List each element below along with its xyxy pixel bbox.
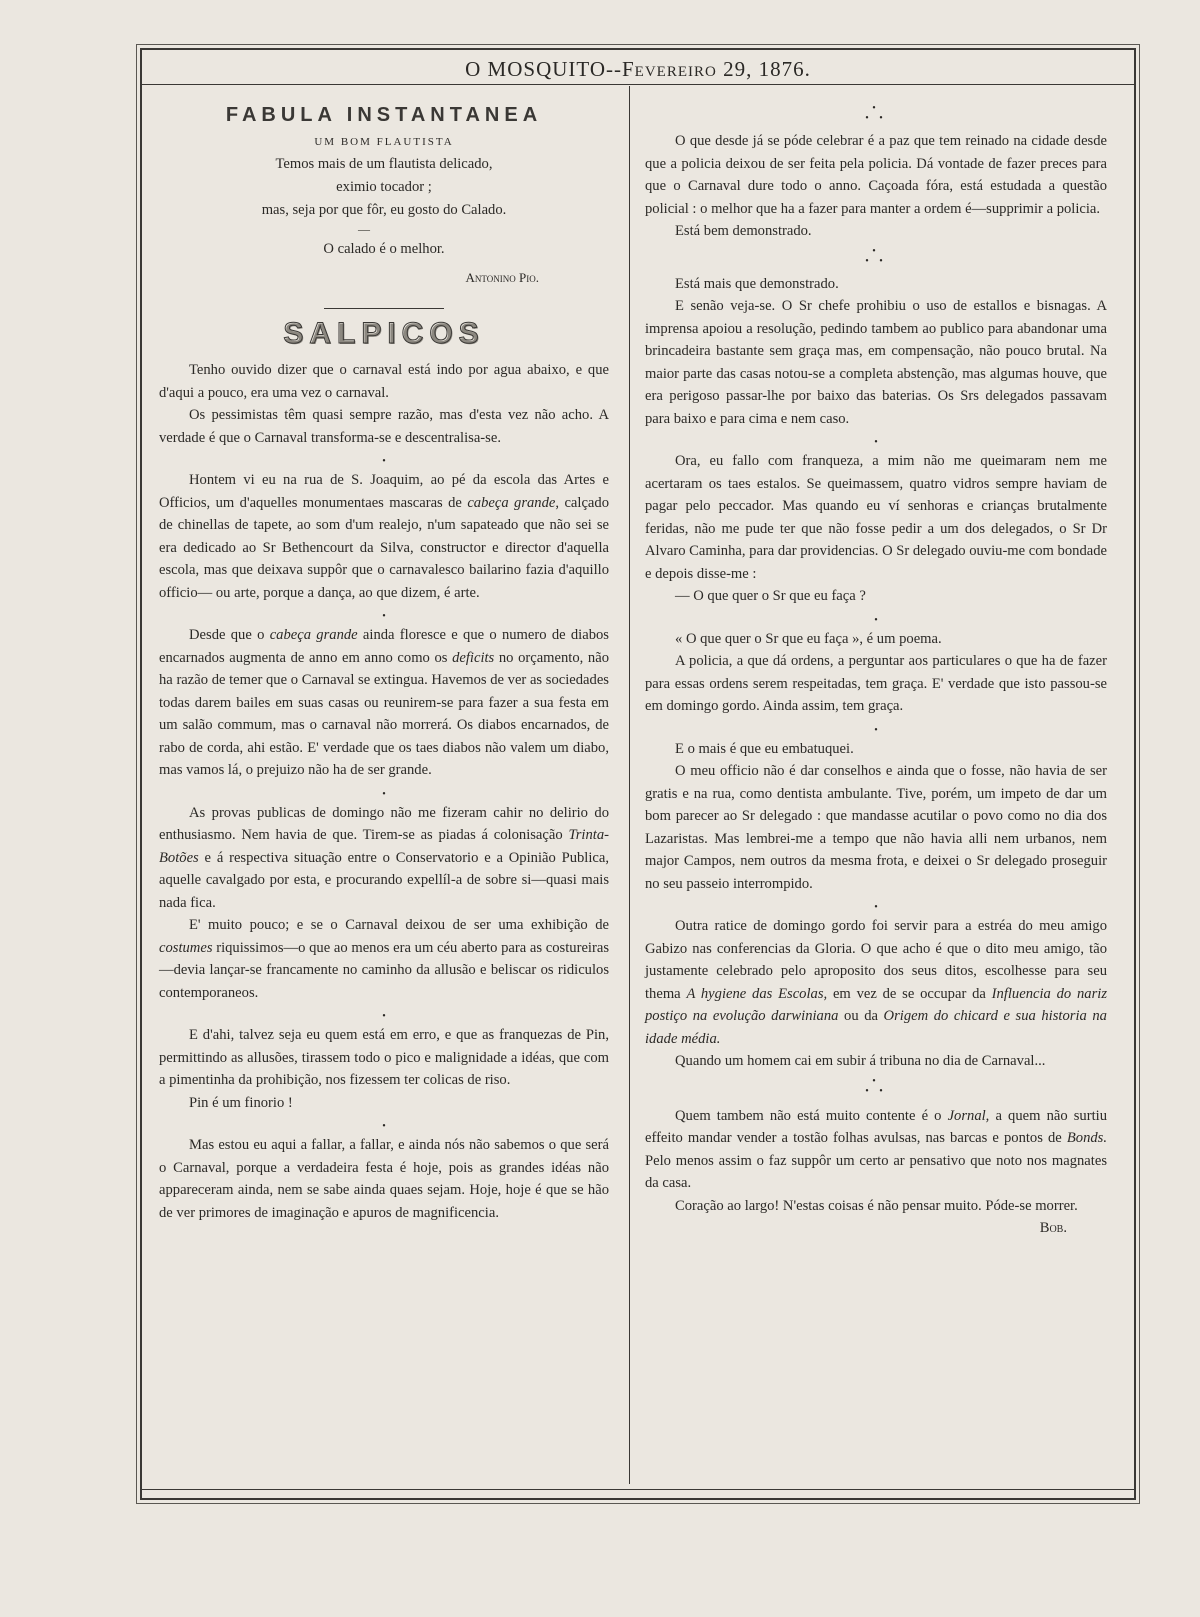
section-rule — [324, 308, 444, 309]
fabula-title: FABULA INSTANTANEA — [225, 104, 543, 126]
verse-line: O calado é o melhor. — [323, 241, 445, 257]
verse-line: Temos mais de um flautista delicado, — [275, 156, 493, 172]
separator-dot: • — [874, 614, 878, 626]
masthead-date: 29, 1876. — [716, 57, 811, 81]
left-column — [159, 100, 609, 1224]
separator-asterism: • • • — [865, 1075, 887, 1097]
verse-line: mas, seja por que fôr, eu gosto do Calado. — [261, 202, 507, 218]
paragraph: Coração ao largo! N'estas coisas é não pensar muito. Póde-se morrer. — [675, 1197, 1078, 1214]
paragraph: « O que quer o Sr que eu faça », é um poema. — [675, 630, 942, 647]
paragraph: E' muito pouco; e se o Carnaval deixou de ser uma exhibição de costumes riquissimos—o que ao menos era um céu aberto para as costureiras—devia lançar-se francamente no caminho da allusão e beliscar os ridiculos contemporaneos. — [159, 917, 609, 1001]
paragraph: A policia, a que dá ordens, a perguntar aos particulares o que ha de fazer para essas ordens serem respeitadas, tem graça. E' verdade que isto passou-se em domingo gordo. Ainda assim, tem graça. — [645, 653, 1107, 714]
salpicos-heading: SALPICOS — [283, 316, 485, 350]
paragraph: — O que quer o Sr que eu faça ? — [675, 588, 866, 604]
separator-dot: • — [382, 456, 386, 467]
newspaper-page — [140, 48, 1136, 1500]
paragraph: Os pessimistas têm quasi sempre razão, mas d'esta vez não acho. A verdade é que o Carnaval transforma-se e descentralisa-se. — [159, 407, 609, 446]
fabula-subtitle: UM BOM FLAUTISTA — [314, 135, 454, 148]
masthead — [142, 54, 1134, 85]
separator-asterism: • • • — [865, 103, 887, 124]
paragraph: E senão veja-se. O Sr chefe prohibiu o uso de estallos e bisnagas. A imprensa apoiou a resolução, pedindo tambem ao publico para abandonar uma brincadeira bastante sem graça mas, em compensação, não pouco brutal. Na maior parte das casas notou-se a completa abstenção, mas algumas houve, que era perigoso passar-lhe por baixo das baterias. Os Srs delegados passavam para baixo e para cima e nem caso. — [645, 298, 1107, 427]
separator-dot: • — [382, 788, 386, 800]
column-divider — [629, 86, 630, 1484]
verse-line: eximio tocador ; — [336, 179, 432, 195]
separator-dot: • — [874, 437, 878, 448]
paragraph: O meu officio não é dar conselhos e ainda que o fosse, não havia de ser gratis e na rua, como dentista ambulante. Tive, porém, um impeto de dar um bom parecer ao Sr delegado : que mandasse acutilar o povo como no dia dos Lazaristas. Mas lembrei-me a tempo que não havia alli nem urbanos, nem major Campos, nem outros da mesma frota, e deixei o Sr delegado proseguir no seu passeio interrompido. — [645, 763, 1107, 892]
paragraph: Ora, eu fallo com franqueza, a mim não me queimaram nem me acertaram os taes estalos. Se queimassem, quatro vidros sempre haviam de pagar pelo peccador. Mas quando eu ví senhoras e crianças brutalmente feridas, não me pude ter que não fosse pedir a um dos delegados, o Sr Dr Alvaro Caminha, para dar providencias. O Sr delegado ouviu-me com bondade e depois disse-me : — [645, 453, 1107, 582]
separator-dot: • — [874, 724, 878, 736]
paragraph: Tenho ouvido dizer que o carnaval está indo por agua abaixo, e que d'aqui a pouco, era uma vez o carnaval. — [159, 362, 609, 401]
paragraph: E d'ahi, talvez seja eu quem está em erro, e que as franquezas de Pin, permittindo as allusões, tirassem todo o pico e malignidade a idéas, que com a pimentinha da prohibição, nos fizessem ter colicas de riso. — [159, 1027, 609, 1088]
bottom-rule — [142, 1489, 1134, 1490]
separator-dot: • — [382, 611, 386, 622]
separator-dot: • — [874, 902, 878, 913]
paragraph: E o mais é que eu embatuquei. — [675, 740, 854, 757]
paragraph: As provas publicas de domingo não me fizeram cahir no delirio do enthusiasmo. Nem havia de que. Tirem-se as piadas á colonisação Trinta-Botões e á respectiva situação entre o Conservatorio e a Opinião Publica, aquelle cavalgado por esta, e procurando expellíl-a de sobre si—quasi mais nada fica. — [159, 804, 609, 911]
paragraph: Está mais que demonstrado. — [675, 275, 839, 292]
separator-dot: • — [382, 1011, 386, 1022]
paragraph: Hontem vi eu na rua de S. Joaquim, ao pé da escola das Artes e Officios, um d'aquelles monumentaes mascaras de cabeça grande, calçado de chinellas de tapete, ao som d'um realejo, n'um sapateado que não sei se era dedicado ao Sr Bethencourt da Silva, constructor e director d'aquella escola, mas que deixava suppôr que o carnavalesco bailarino fazia d'aquillo officio— ou arte, porque a dança, ao que dizem, é arte. — [159, 472, 609, 601]
paragraph: Outra ratice de domingo gordo foi servir para a estréa do meu amigo Gabizo nas conferencias da Gloria. O que acho é que o dito meu amigo, tão justamente celebrado pelo aproposito dos seus ditos, escolhesse para seu thema A hygiene das Escolas, em vez de se occupar da Influencia do nariz postiço na evolução darwiniana ou da Origem do chicard e sua historia na idade média. — [645, 918, 1107, 1047]
paragraph: Quando um homem cai em subir á tribuna no dia de Carnaval... — [675, 1053, 1046, 1069]
right-column — [645, 100, 1107, 1240]
paragraph: O que desde já se póde celebrar é a paz que tem reinado na cidade desde que a policia deixou de ser feita pela policia. Dá vontade de fazer preces para que o Carnaval dure todo o anno. Caçoada fóra, está estudada a questão policial : o melhor que ha a fazer para manter a ordem é—supprimir a policia. — [645, 133, 1107, 217]
verse-dash: — — [358, 222, 370, 236]
separator-asterism: • • • — [865, 245, 887, 267]
signature: Bob. — [1039, 1220, 1067, 1236]
paragraph: Está bem demonstrado. — [675, 223, 812, 239]
fabula-author: Antonino Pio. — [465, 270, 539, 285]
paragraph: Pin é um finorio ! — [189, 1094, 293, 1111]
paragraph: Quem tambem não está muito contente é o Jornal, a quem não surtiu effeito mandar vender a tostão folhas avulsas, nas barcas e pontos de Bonds. Pelo menos assim o faz suppôr um certo ar pensativo que noto nos magnates da casa. — [645, 1107, 1107, 1191]
separator-dot: • — [382, 1121, 386, 1132]
masthead-month: Fevereiro — [622, 57, 717, 81]
masthead-prefix: O MOSQUITO-- — [465, 57, 622, 81]
paragraph: Mas estou eu aqui a fallar, a fallar, e ainda nós não sabemos o que será o Carnaval, porque a verdadeira festa é hoje, pois as grandes idéas não appareceram ainda, nem se sabe ainda quaes sejam. Hoje, hoje é que se hão de ver primores de imaginação e apuros de magnificencia. — [159, 1137, 609, 1221]
paragraph: Desde que o cabeça grande ainda floresce e que o numero de diabos encarnados augmenta de anno em anno como os deficits no orçamento, não ha razão de temer que o Carnaval se extingua. Havemos de ver as sociedades todas darem bailes em suas casas ou reunirem-se para fazer a sua festa em um salão commum, mas o carnaval não morrerá. Os diabos encarnados, de rabo de corda, ahi estão. E' verdade que os taes diabos não valem um diabo, mas vamos lá, o prejuizo não ha de ser grande. — [159, 627, 609, 778]
